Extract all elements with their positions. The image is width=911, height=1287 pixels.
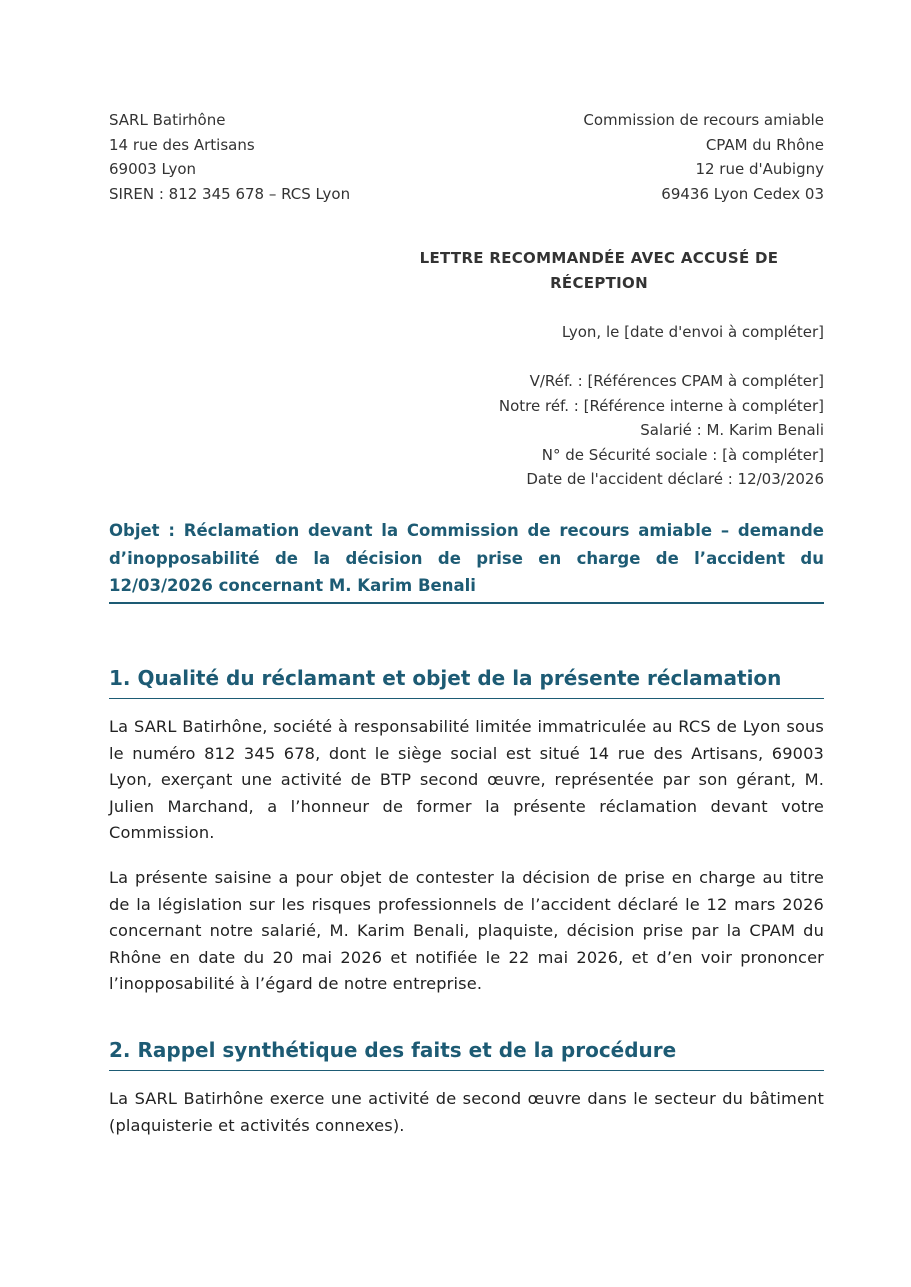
letter-date: Lyon, le [date d'envoi à compléter] (561, 323, 824, 341)
sender-address (109, 108, 354, 206)
registered-mail-mention: LETTRE RECOMMANDÉE AVEC ACCUSÉ DE RÉCEPTION (419, 249, 779, 292)
ref-cpam: V/Réf. : [Références CPAM à compléter] (529, 372, 824, 390)
section-1-title: 1. Qualité du réclamant et objet de la présente réclamation (109, 666, 782, 690)
sender-siren: SIREN : 812 345 678 – RCS Lyon (109, 184, 351, 203)
recipient-org: CPAM du Rhône (705, 135, 824, 154)
letter-subject: Objet : Réclamation devant la Commission de recours amiable – demande d’inopposabilité de la décision de prise en charge de l’accident du 12/03/2026 concernant M. Karim Benali (109, 521, 824, 595)
section-1-divider (109, 698, 824, 699)
section-2-divider (109, 1070, 824, 1071)
section-2-title: 2. Rappel synthétique des faits et de la procédure (109, 1038, 677, 1062)
recipient-address (524, 108, 824, 206)
sender-name: SARL Batirhône (109, 111, 226, 129)
letter-header (109, 108, 824, 233)
recipient-city: 69436 Lyon Cedex 03 (661, 184, 824, 203)
ref-accident-date: Date de l'accident déclaré : 12/03/2026 (526, 470, 824, 488)
ref-social-security: N° de Sécurité sociale : [à compléter] (541, 445, 824, 464)
ref-employee: Salarié : M. Karim Benali (640, 421, 824, 439)
recipient-name: Commission de recours amiable (583, 111, 824, 129)
section-1-paragraph-2: La présente saisine a pour objet de contester la décision de prise en charge au titre de la législation sur les risques professionnels de l’accident déclaré le 12 mars 2026 concernant notre salarié, M. Karim Benali, plaquiste, décision prise par la CPAM du Rhône en date du 20 mai 2026 et notifiée le 22 mai 2026, et d’en voir prononcer l’inopposabilité à l’égard de notre entreprise. (109, 868, 824, 994)
references-block (324, 369, 824, 492)
section-2-paragraph-1: La SARL Batirhône exerce une activité de second œuvre dans le secteur du bâtiment (plaquisterie et activités connexes). (109, 1089, 824, 1135)
sender-street: 14 rue des Artisans (109, 135, 255, 154)
recipient-street: 12 rue d'Aubigny (695, 160, 824, 178)
sender-city: 69003 Lyon (109, 160, 197, 178)
section-1-paragraph-1: La SARL Batirhône, société à responsabilité limitée immatriculée au RCS de Lyon sous le numéro 812 345 678, dont le siège social est situé 14 rue des Artisans, 69003 Lyon, exerçant une activité de BTP second œuvre, représentée par son gérant, M. Julien Marchand, a l’honneur de former la présente réclamation devant votre Commission. (109, 717, 824, 843)
ref-internal: Notre réf. : [Référence interne à compléter] (498, 396, 824, 415)
subject-divider (109, 602, 824, 604)
